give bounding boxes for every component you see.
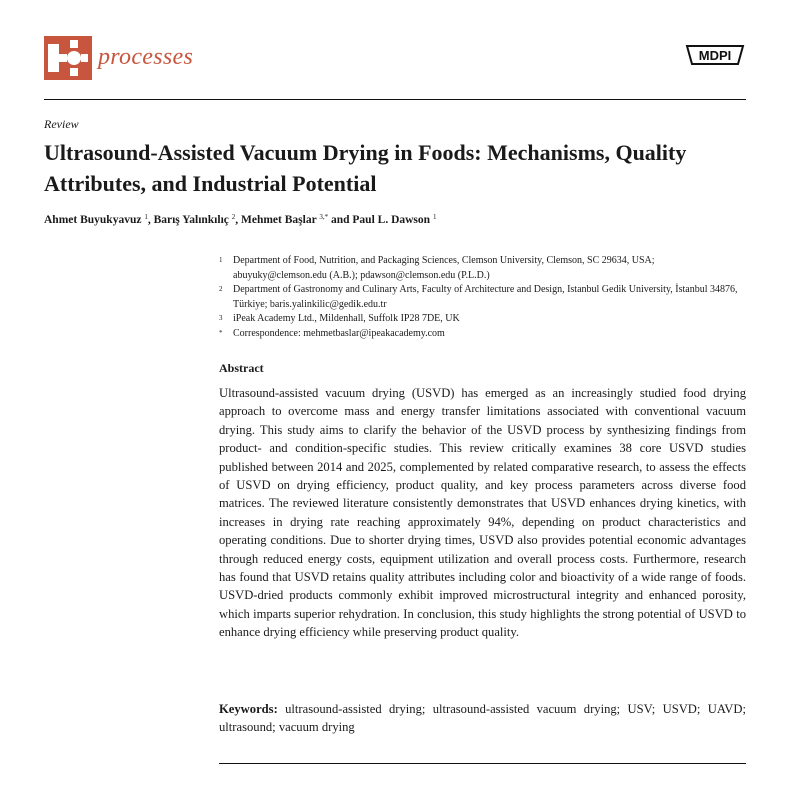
author-affiliation-ref: 2	[231, 213, 236, 221]
publisher-logo[interactable]	[684, 42, 746, 68]
author-affiliation-ref: 1	[432, 213, 437, 221]
keywords-label: Keywords:	[219, 702, 278, 716]
header-divider	[44, 99, 746, 100]
author-name[interactable]: Ahmet Buyukyavuz	[44, 214, 142, 226]
abstract-text: Ultrasound-assisted vacuum drying (USVD) has emerged as an increasingly studied food drying approach to overcome mass and energy transfer limitations associated with conventional vacuum drying. This study aims to clarify the behavior of the USVD process by synthesizing findings from product- and condition-specific studies. This review critically examines 38 core USVD studies published between 2014 and 2025, complemented by related comparative research, to assess the effects of USVD on drying efficiency, product quality, and key process parameters across diverse food matrices. The reviewed literature consistently demonstrates that USVD enhances drying kinetics, with increases in drying rate reaching approximately 94%, depending on product characteristics and operating conditions. Due to shorter drying times, USVD also provides potential economic advantages through reduced energy costs, equipment utilization and overall process costs. Furthermore, research has found that USVD retains quality attributes including color and bioactivity of a wide range of foods. USVD-dried products commonly exhibit improved microstructural integrity and enhanced porosity, which imparts superior rehydration. In conclusion, this study highlights the strong potential of USVD to enhance drying efficiency while preserving product quality.	[219, 386, 746, 640]
correspondence-item: * Correspondence: mehmetbaslar@ipeakacademy.com	[219, 327, 445, 339]
journal-logo-icon	[44, 36, 92, 80]
article-type: Review	[44, 117, 79, 131]
article-title: Ultrasound-Assisted Vacuum Drying in Foods: Mechanisms, Quality Attributes, and Industrial Potential	[44, 140, 687, 196]
author-affiliation-ref: 3,*	[319, 213, 329, 221]
author-name[interactable]: Barış Yalınkılıç	[153, 214, 229, 226]
keywords	[219, 700, 746, 737]
affiliation-item: 2 Department of Gastronomy and Culinary Arts, Faculty of Architecture and Design, Istanbul Gedik University, İstanbul 34876, Türkiye; baris.yalinkilic@gedik.edu.tr	[219, 284, 738, 310]
abstract-heading: Abstract	[219, 361, 264, 375]
publisher-name: MDPI	[698, 48, 732, 63]
footer-divider	[219, 763, 746, 764]
journal-name[interactable]: processes	[98, 44, 194, 70]
author-affiliation-ref: 1	[144, 213, 148, 221]
keywords-text: ultrasound-assisted drying; ultrasound-assisted vacuum drying; USV; USVD; UAVD; ultrasound; vacuum drying	[219, 702, 746, 735]
affiliations	[219, 254, 746, 342]
author-name[interactable]: Paul L. Dawson	[352, 214, 431, 226]
author-list: Ahmet Buyukyavuz $^1$, Barış Yalınkılıç $^2$, Mehmet Başlar $^{3,*}$ and Paul L. Dawson $^1$	[44, 213, 437, 226]
affiliation-item: 3 iPeak Academy Ltd., Mildenhall, Suffolk IP28 7DE, UK	[219, 313, 460, 325]
affiliation-item: 1 Department of Food, Nutrition, and Packaging Sciences, Clemson University, Clemson, SC 29634, USA; abuyuky@clemson.edu (A.B.); pdawson@clemson.edu (P.L.D.)	[219, 255, 655, 281]
author-name[interactable]: Mehmet Başlar	[241, 214, 317, 226]
